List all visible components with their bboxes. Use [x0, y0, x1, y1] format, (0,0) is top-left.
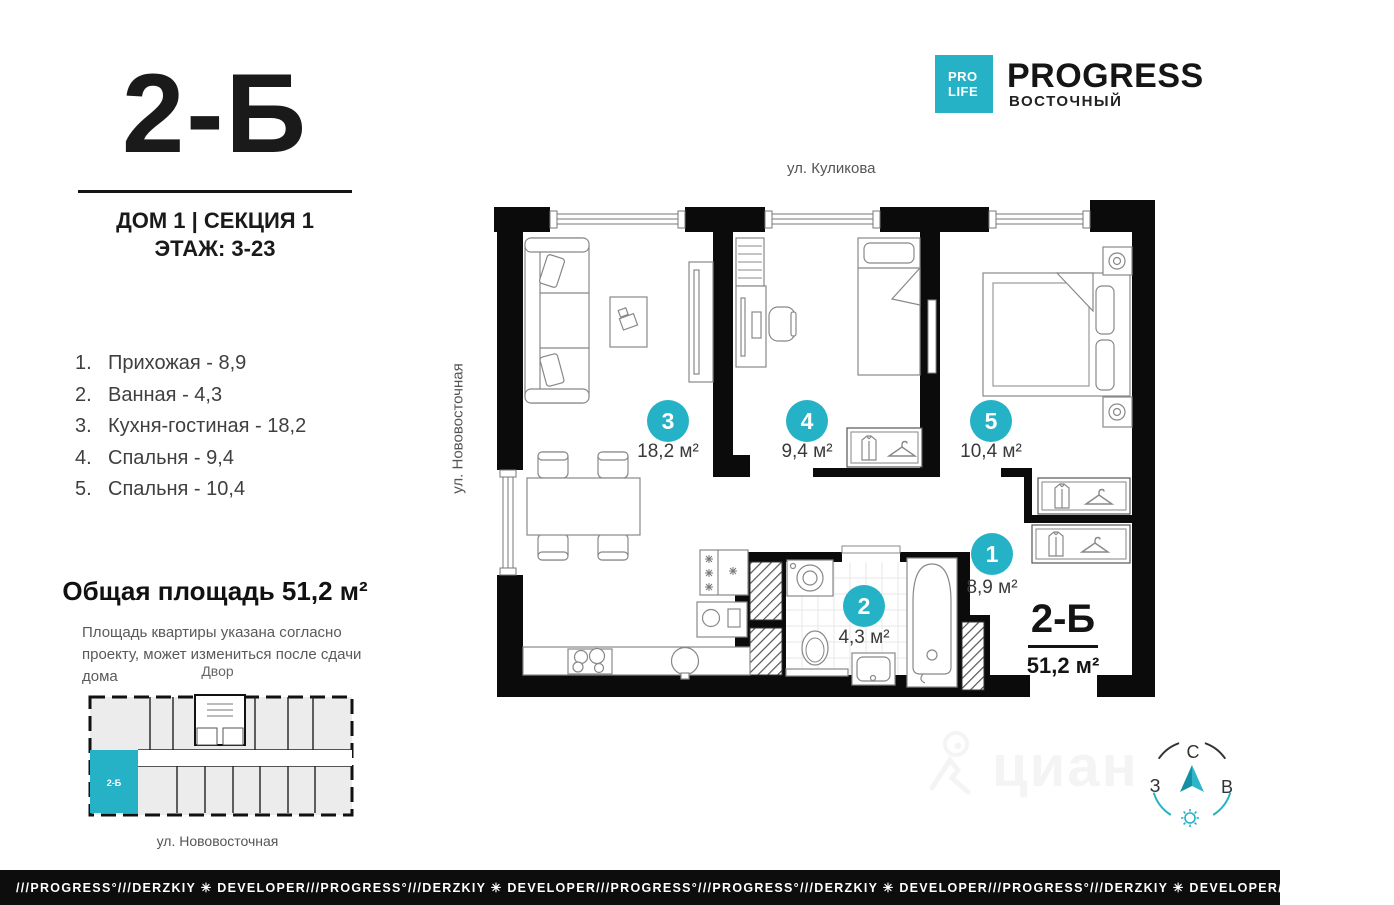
footer-brand-item: ///: [407, 880, 423, 895]
room-marker-hallway: 1: [971, 533, 1013, 575]
footer-brand-item: ///: [306, 880, 321, 895]
room-number: 4.: [75, 446, 92, 469]
footer-brand-item: ///: [698, 880, 713, 895]
mini-plan-yard-label: Двор: [201, 663, 234, 679]
plan-unit-rule: [1028, 645, 1098, 648]
brand-pro: PRO: [948, 69, 978, 84]
total-area: Общая площадь 51,2 м²: [62, 576, 368, 606]
mini-building-plan: [85, 690, 360, 820]
room-marker-bedroom4: 4: [786, 400, 828, 442]
footer-brand-item: ///: [596, 880, 611, 895]
footer-brand-item: PROGRESS°: [1292, 880, 1381, 895]
footer-brand-item: DERZKIY ✳ DEVELOPER: [422, 881, 597, 895]
room-marker-bathroom: 2: [843, 585, 885, 627]
footer-brand-item: ///: [16, 880, 31, 895]
compass-east-label: В: [1220, 777, 1234, 797]
room-area-bathroom: 4,3 м²: [838, 627, 890, 648]
footer-brand-bar: [0, 870, 1394, 905]
mini-plan-street-label: ул. Нововосточная: [156, 833, 279, 849]
footer-brand-item: PROGRESS°: [320, 880, 408, 895]
room-label: Кухня-гостиная - 18,2: [108, 415, 307, 437]
room-label: Прихожая - 8,9: [108, 352, 247, 374]
watermark-pin-icon: [922, 726, 982, 806]
title-divider: [78, 190, 352, 193]
room-area-kitchen: 18,2 м²: [637, 441, 699, 462]
compass-sun-icon: [1181, 809, 1199, 827]
room-marker-kitchen: 3: [647, 400, 689, 442]
room-marker-bedroom5: 5: [970, 400, 1012, 442]
room-area-hallway: 8,9 м²: [966, 577, 1018, 598]
watermark-text: циан: [992, 733, 1139, 799]
plan-unit-area: 51,2 м²: [1026, 653, 1100, 678]
mini-plan-unit-label: 2-Б: [106, 778, 122, 788]
footer-brand-item: DERZKIY ✳ DEVELOPER: [1104, 881, 1279, 895]
room-list-item: [75, 411, 306, 443]
footer-brand-item: PROGRESS°: [30, 880, 118, 895]
compass-west-label: З: [1149, 776, 1161, 796]
footer-brand-item: DERZKIY ✳ DEVELOPER: [814, 881, 989, 895]
room-list: [75, 348, 306, 506]
footer-brand-item: ///: [1278, 880, 1293, 895]
footer-brand-item: ///: [1090, 880, 1105, 895]
floor-info: ЭТАЖ: 3-23: [154, 236, 276, 261]
street-label-left: ул. Нововосточная: [449, 363, 467, 494]
room-area-bedroom5: 10,4 м²: [960, 441, 1022, 462]
unit-title: 2-Б: [121, 51, 309, 176]
house-section-info: ДОМ 1 | СЕКЦИЯ 1: [116, 208, 314, 233]
brand-life: LIFE: [948, 84, 979, 99]
footer-brand-item: ///: [988, 880, 1003, 895]
footer-brand-item: PROGRESS°: [610, 880, 699, 895]
compass-needle: [1180, 765, 1204, 792]
room-label: Спальня - 9,4: [108, 446, 234, 469]
footer-brand-item: ///: [1380, 880, 1394, 895]
street-label-top: ул. Куликова: [787, 160, 876, 177]
brand-name: PROGRESS: [1007, 57, 1204, 95]
room-number: 2.: [75, 383, 92, 406]
disclaimer-line-2: проекту, может измениться после сдачи дома: [82, 646, 362, 685]
footer-brand-item: DERZKIY ✳ DEVELOPER: [132, 881, 307, 895]
footer-brand-item: ///: [799, 880, 815, 895]
brand-locality: ВОСТОЧНЫЙ: [1009, 93, 1123, 110]
plan-unit-label: [1003, 599, 1123, 679]
mini-plan-stair-core: [195, 695, 245, 745]
disclaimer-line-1: Площадь квартиры указана согласно: [82, 624, 342, 641]
room-list-item: [75, 380, 306, 412]
room-list-item: [75, 443, 306, 475]
room-list-item: [75, 474, 306, 506]
compass-north-label: С: [1186, 742, 1200, 762]
brand-logo-badge: [935, 55, 993, 113]
room-label: Ванная - 4,3: [108, 383, 223, 406]
room-label: Спальня - 10,4: [108, 478, 246, 500]
bedroom5-furniture: [983, 247, 1132, 427]
room-number: 1.: [75, 352, 92, 374]
compass: [1142, 731, 1242, 839]
bedroom4-furniture: [736, 238, 922, 467]
footer-brand-item: ///: [117, 880, 133, 895]
watermark: [922, 726, 1139, 806]
footer-brand-item: PROGRESS°: [1002, 880, 1091, 895]
room-list-item: [75, 348, 306, 380]
plan-unit-code: 2-Б: [1030, 597, 1096, 641]
room-number: 5.: [75, 478, 92, 500]
room-area-bedroom4: 9,4 м²: [781, 441, 833, 462]
footer-brand-item: PROGRESS°: [712, 880, 800, 895]
room-number: 3.: [75, 415, 92, 437]
